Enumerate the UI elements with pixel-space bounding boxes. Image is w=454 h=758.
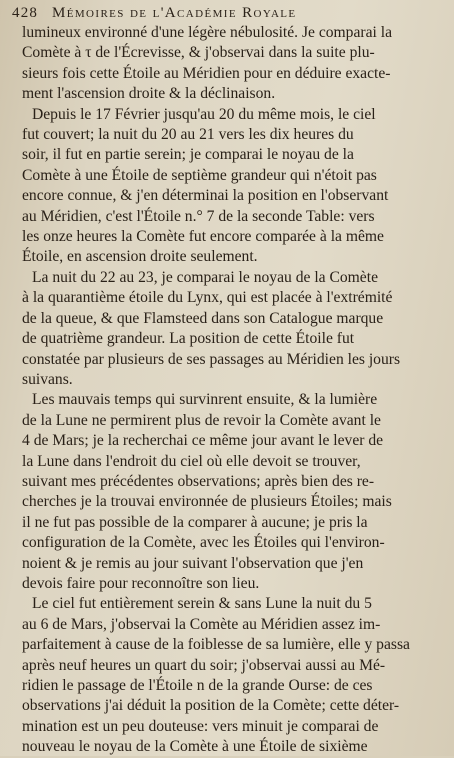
text-line: Depuis le 17 Février jusqu'au 20 du même mois, le ciel — [32, 105, 376, 123]
text-line: suivant mes précédentes observations; après bien des re- — [22, 472, 375, 490]
text-line: mination est un peu douteuse: vers minuit je comparai de — [22, 717, 379, 735]
running-title: Mémoires de l'Académie Royale — [52, 5, 297, 21]
text-line: la Lune dans l'endroit du ciel où elle devoit se trouver, — [22, 452, 361, 470]
text-line: Comète à τ de l'Écrevisse, & j'observai dans la suite plu- — [22, 44, 375, 62]
text-line: devois faire pour reconnoître son lieu. — [22, 574, 260, 592]
body-text — [22, 23, 444, 758]
text-line: La nuit du 22 au 23, je comparai le noyau de la Comète — [32, 268, 378, 286]
text-line: soir, il fut en partie serein; je comparai le noyau de la — [22, 146, 354, 164]
text-line: sieurs fois cette Étoile au Méridien pour en déduire exacte- — [22, 64, 391, 82]
text-line: encore connue, & j'en déterminai la position en l'observant — [22, 187, 389, 205]
text-line: Les mauvais temps qui survinrent ensuite, & la lumière — [32, 391, 378, 409]
text-line: à la quarantième étoile du Lynx, qui est placée à l'extrémité — [22, 289, 393, 307]
page-number: 428 — [12, 5, 39, 21]
text-line: ridien le passage de l'Étoile n de la grande Ourse: de ces — [22, 677, 373, 694]
text-line: Étoile, en ascension droite seulement. — [22, 248, 258, 266]
text-line: fut couvert; la nuit du 20 au 21 vers les dix heures du — [22, 126, 354, 144]
text-line: parfaitement à cause de la foiblesse de sa lumière, elle y passa — [22, 636, 410, 654]
text-line: les onze heures la Comète fut encore comparée à la même — [22, 228, 384, 246]
text-line: observations j'ai déduit la position de la Comète; cette déter- — [22, 697, 400, 715]
text-line: nouveau le noyau de la Comète à une Étoile de sixième — [22, 738, 368, 756]
running-head — [12, 3, 444, 23]
text-line: il ne fut pas possible de la comparer à aucune; je pris la — [22, 513, 368, 531]
text-line: de la Lune ne permirent plus de revoir la Comète avant le — [22, 411, 381, 429]
text-line: après neuf heures un quart du soir; j'observai aussi au Mé- — [22, 656, 386, 674]
text-line: noient & je remis au jour suivant l'observation que j'en — [22, 554, 364, 572]
text-line: lumineux environné d'une légère nébulosité. Je comparai la — [22, 24, 393, 41]
text-line: au Méridien, c'est l'Étoile n.° 7 de la seconde Table: vers — [22, 207, 375, 225]
text-line: de quatrième grandeur. La position de cette Étoile fut — [22, 330, 355, 348]
text-line: Le ciel fut entièrement serein & sans Lune la nuit du 5 — [32, 595, 372, 613]
text-line: Comète à une Étoile de septième grandeur qui n'étoit pas — [22, 166, 377, 184]
text-line: de la queue, & que Flamsteed dans son Catalogue marque — [22, 309, 384, 327]
text-line: ment l'ascension droite & la déclinaison. — [22, 85, 276, 103]
text-line: cherches je la trouvai environnée de plusieurs Étoiles; mais — [22, 493, 392, 511]
text-line: suivans. — [22, 370, 73, 388]
text-line: configuration de la Comète, avec les Étoiles qui l'environ- — [22, 534, 385, 552]
text-line: 4 de Mars; je la recherchai ce même jour avant le lever de — [22, 432, 384, 450]
text-line: constatée par plusieurs de ses passages au Méridien les jours — [22, 350, 401, 368]
text-line: au 6 de Mars, j'observai la Comète au Méridien assez im- — [22, 615, 381, 633]
